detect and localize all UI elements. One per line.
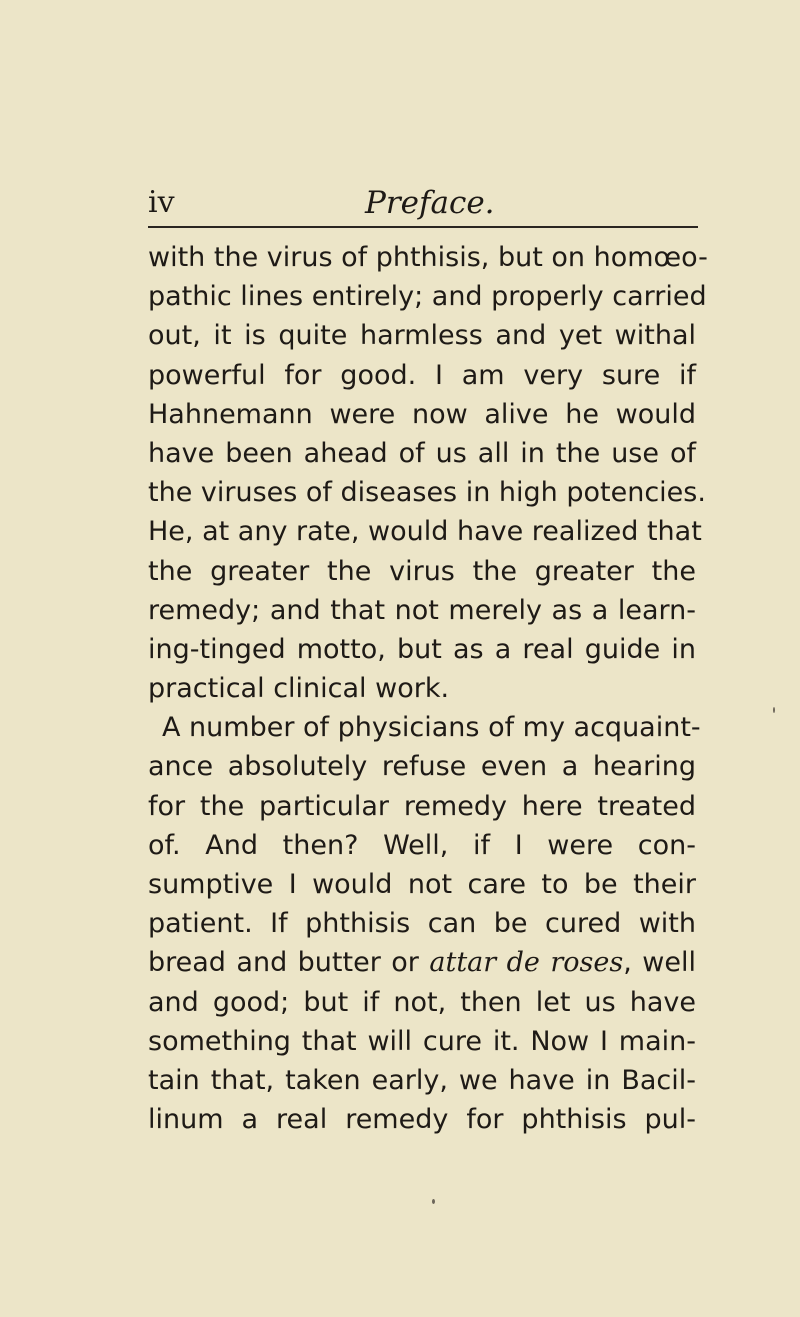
text-line: A number of physicians of my acquaint-: [162, 712, 701, 744]
text-line: patient. If phthisis can be cured with: [148, 908, 696, 940]
text-line-mixed: [148, 943, 696, 982]
text-line: of. And then? Well, if I were con-: [148, 829, 696, 861]
page-header: [148, 185, 698, 225]
running-title: Preface.: [365, 185, 495, 221]
text-line: Hahnemann were now alive he would: [148, 398, 696, 430]
text-segment: , well: [623, 947, 696, 979]
page-speck: [773, 707, 775, 713]
page-speck: [432, 1199, 435, 1204]
text-segment: bread and butter or: [148, 947, 419, 979]
text-line: and good; but if not, then let us have: [148, 986, 696, 1018]
text-line: out, it is quite harmless and yet withal: [148, 320, 696, 352]
text-line: something that will cure it. Now I main-: [148, 1025, 696, 1057]
header-rule: [148, 226, 698, 228]
italic-phrase: attar de roses: [429, 947, 624, 979]
text-line: He, at any rate, would have realized that: [148, 516, 702, 548]
text-line: tain that, taken early, we have in Bacil-: [148, 1064, 696, 1096]
text-line: linum a real remedy for phthisis pul-: [148, 1104, 696, 1136]
text-line: with the virus of phthisis, but on homœo-: [148, 242, 708, 273]
body-text: [148, 238, 708, 1139]
text-line: sumptive I would not care to be their: [148, 869, 696, 900]
text-line: practical clinical work.: [148, 673, 450, 705]
text-line: ing-tinged motto, but as a real guide in: [148, 633, 696, 665]
text-line: for the particular remedy here treated: [148, 790, 696, 822]
text-line: remedy; and that not merely as a learn-: [148, 594, 696, 626]
text-line: have been ahead of us all in the use of: [148, 437, 696, 469]
page-number: iv: [148, 185, 175, 220]
text-line: powerful for good. I am very sure if: [148, 359, 696, 391]
text-line: the greater the virus the greater the: [148, 555, 696, 587]
text-line: the viruses of diseases in high potencies.: [148, 477, 706, 509]
text-line: pathic lines entirely; and properly carried: [148, 281, 707, 313]
text-line: ance absolutely refuse even a hearing: [148, 751, 696, 783]
